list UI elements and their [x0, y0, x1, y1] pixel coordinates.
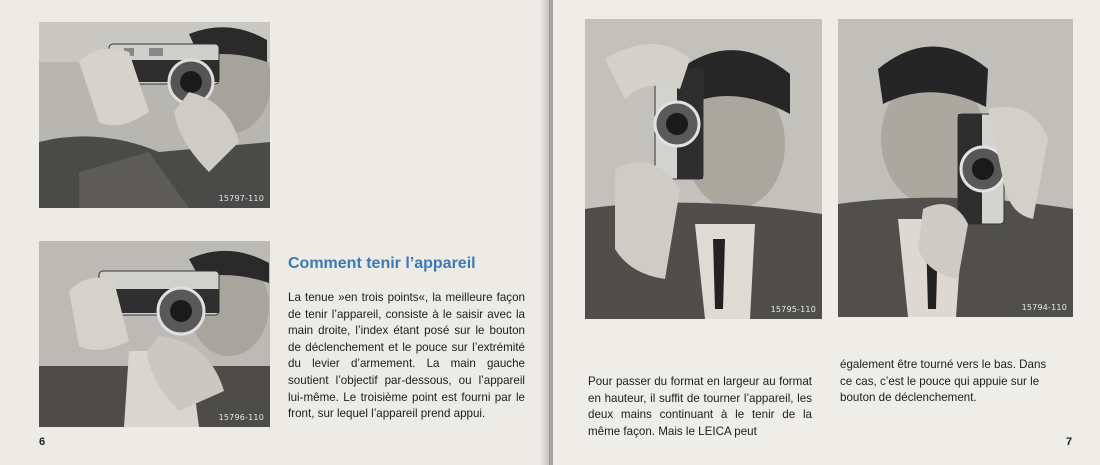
page-number: 7: [1066, 436, 1073, 448]
body-paragraph-col2: également être tourné vers le bas. Dans ce cas, c’est le pouce qui appuie sur le bouton de déclenchement.: [840, 358, 1047, 405]
right-page: [553, 0, 1100, 465]
body-paragraph-col1: Pour passer du format en largeur au format en hauteur, il suffit de tourner l’appareil, les deux mains continuant à le tenir de la même façon. Mais le LEICA peut: [588, 375, 812, 438]
photo-vertical-hold-down-image: [838, 19, 1073, 317]
photo-id-label: 15797-110: [218, 194, 264, 203]
body-paragraph: La tenue »en trois points«, la meilleure façon de tenir l’appareil, consiste à le saisir avec la main droite, l’index étant posé sur le bouton de déclenchement et le pouce sur l’extrémité du levier d’armement. La main gauche soutient l’objectif par-dessous, ou l’appareil lui-même. Le troisième point est fourni par le front, sur lequel l’appareil prend appui.: [288, 291, 525, 421]
photo-horizontal-hold-image: [39, 22, 270, 208]
photo-vertical-hold-down: [838, 19, 1073, 317]
photo-front-support: [39, 241, 270, 427]
photo-id-label: 15796-110: [218, 413, 264, 422]
photo-front-support-image: [39, 241, 270, 427]
photo-vertical-hold-up: [585, 19, 822, 319]
photo-horizontal-hold: [39, 22, 270, 208]
page-number: 6: [39, 436, 46, 448]
section-heading: Comment tenir l’appareil: [288, 255, 476, 272]
photo-id-label: 15794-110: [1021, 303, 1067, 312]
photo-id-label: 15795-110: [770, 305, 816, 314]
photo-vertical-hold-up-image: [585, 19, 822, 319]
